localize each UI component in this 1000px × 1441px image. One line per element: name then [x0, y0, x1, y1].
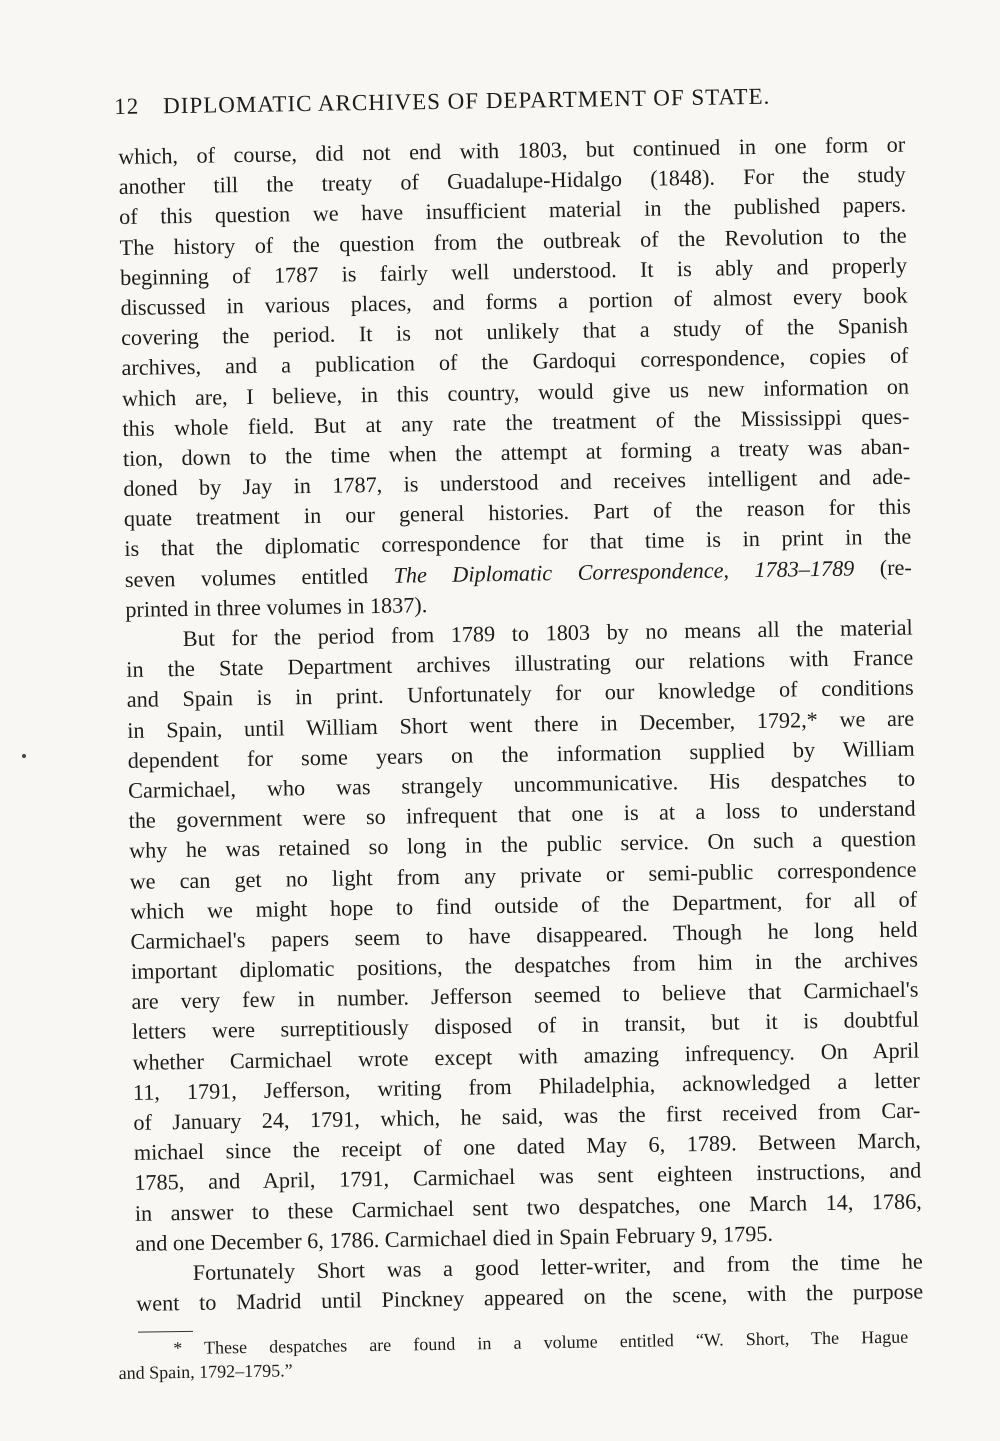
text-line: and Spain is in print. Unfortunately for our knowledge of conditions	[126, 674, 914, 713]
text-line: in Spain, until William Short went there in December, 1792,* we are	[127, 705, 915, 743]
stray-ink-dot	[22, 754, 26, 758]
footnote	[118, 1320, 909, 1385]
text-line: michael since the receipt of one dated May 6, 1789. Between March,	[133, 1127, 921, 1166]
text-line: covering the period. It is not unlikely that a study of the Spanish	[120, 312, 909, 351]
text-line: in answer to these Carmichael sent two despatches, one March 14, 1786,	[134, 1188, 922, 1226]
text-line: the government were so infrequent that one is at a loss to understand	[128, 795, 916, 834]
text-line: 1785, and April, 1791, Carmichael was sent eighteen instructions, and	[134, 1157, 922, 1196]
text-line: discussed in various places, and forms a portion of almost every book	[120, 282, 908, 320]
text-line: of January 24, 1791, which, he said, was the first received from Car-	[133, 1097, 921, 1135]
footnote-line: and Spain, 1792–1795.”	[118, 1360, 293, 1383]
text-line: Carmichael, who was strangely uncommunicative. His despatches to	[127, 765, 916, 803]
text-line: are very few in number. Jefferson seemed to believe that Carmichael's	[131, 976, 919, 1015]
text-segment: (re-	[854, 554, 912, 581]
running-header	[114, 82, 904, 120]
text-line: in the State Department archives illustrating our relations with France	[126, 644, 914, 683]
text-line: why he was retained so long in the public service. On such a question	[128, 825, 917, 864]
text-line: tion, down to the time when the attempt at forming a treaty was aban-	[122, 433, 911, 471]
text-line: archives, and a publication of the Gardoqui correspondence, copies of	[121, 342, 909, 381]
text-line: printed in three volumes in 1837).	[125, 592, 428, 622]
text-line: we can get no light from any private or semi-public correspondence	[129, 856, 917, 894]
text-line: whether Carmichael wrote except with amazing infrequency. On April	[132, 1037, 920, 1075]
footnote-line: * These despatches are found in a volume entitled “W. Short, The Hague	[173, 1326, 909, 1359]
text-line: another till the treaty of Guadalupe-Hidalgo (1848). For the study	[118, 161, 906, 200]
text-line: doned by Jay in 1787, is understood and receives intelligent and ade-	[123, 463, 911, 502]
body-text	[118, 130, 923, 1320]
text-line: Carmichael's papers seem to have disappeared. Though he long held	[130, 916, 918, 954]
text-line: this whole field. But at any rate the treatment of the Mississippi ques-	[122, 403, 910, 441]
text-line: is that the diplomatic correspondence for that time is in print in the	[124, 524, 912, 562]
italic-book-title: The Diplomatic Correspondence, 1783–1789	[393, 555, 855, 588]
page-number: 12	[114, 93, 140, 119]
text-line: important diplomatic positions, the despatches from him in the archives	[130, 946, 919, 984]
text-line: went to Madrid until Pinckney appeared on the scene, with the purpose	[136, 1278, 924, 1316]
text-line: which, of course, did not end with 1803, but continued in one form or	[118, 131, 906, 169]
text-segment: seven volumes entitled	[124, 562, 394, 592]
text-line: which we might hope to find outside of the Department, for all of	[129, 886, 918, 924]
text-line: The history of the question from the outbreak of the Revolution to the	[119, 222, 907, 260]
text-line: letters were surreptitiously disposed of in transit, but it is doubtful	[131, 1006, 920, 1045]
text-line: 11, 1791, Jefferson, writing from Philadelphia, acknowledged a letter	[132, 1067, 921, 1105]
text-line: which are, I believe, in this country, would give us new information on	[121, 373, 910, 411]
running-title: DIPLOMATIC ARCHIVES OF DEPARTMENT OF STATE.	[162, 83, 771, 119]
paragraph-start-line: Fortunately Short was a good letter-writer, and from the time he	[192, 1248, 923, 1285]
footnote-rule	[138, 1331, 193, 1333]
text-line: quate treatment in our general histories. Part of the reason for this	[123, 493, 912, 532]
text-line: and one December 6, 1786. Carmichael died in Spain February 9, 1795.	[135, 1220, 774, 1256]
text-line: of this question we have insufficient material in the published papers.	[118, 192, 907, 230]
text-line: dependent for some years on the information supplied by William	[127, 735, 915, 773]
paragraph-start-line: But for the period from 1789 to 1803 by no means all the material	[182, 614, 913, 652]
text-line: beginning of 1787 is fairly well understood. It is ably and properly	[119, 252, 908, 290]
